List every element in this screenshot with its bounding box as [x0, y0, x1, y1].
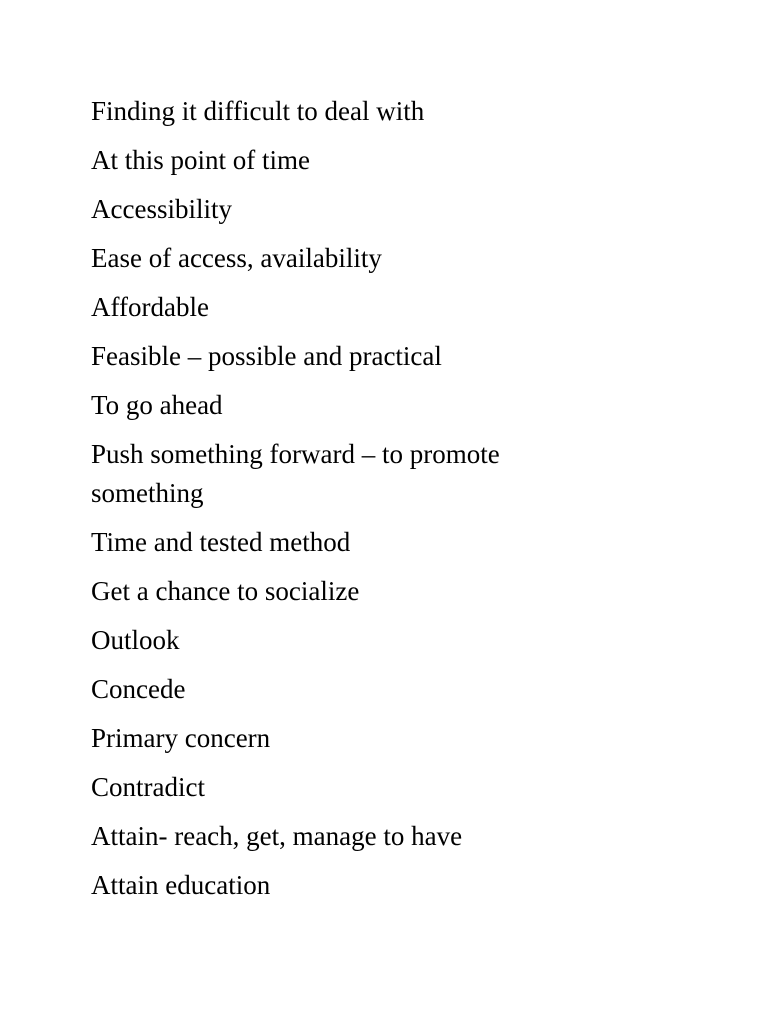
phrase-line: At this point of time — [91, 145, 310, 175]
phrase-line: Primary concern — [91, 723, 271, 753]
phrase-line: Get a chance to socialize — [91, 576, 360, 606]
phrase-line: Contradict — [91, 772, 205, 802]
phrase-line: Attain- reach, get, manage to have — [91, 821, 463, 851]
phrase-line: Attain education — [91, 870, 271, 900]
phrase-line: Ease of access, availability — [91, 243, 382, 273]
phrase-line: Concede — [91, 674, 186, 704]
phrase-line: Finding it difficult to deal with — [91, 96, 425, 126]
phrase-line: To go ahead — [91, 390, 223, 420]
phrase-line: Outlook — [91, 625, 180, 655]
phrase-line: Affordable — [91, 292, 209, 322]
phrase-line: Push something forward – to promote something — [91, 439, 500, 508]
phrase-line: Accessibility — [91, 194, 232, 224]
phrase-list — [91, 92, 571, 915]
phrase-line: Feasible – possible and practical — [91, 341, 442, 371]
phrase-line: Time and tested method — [91, 527, 351, 557]
